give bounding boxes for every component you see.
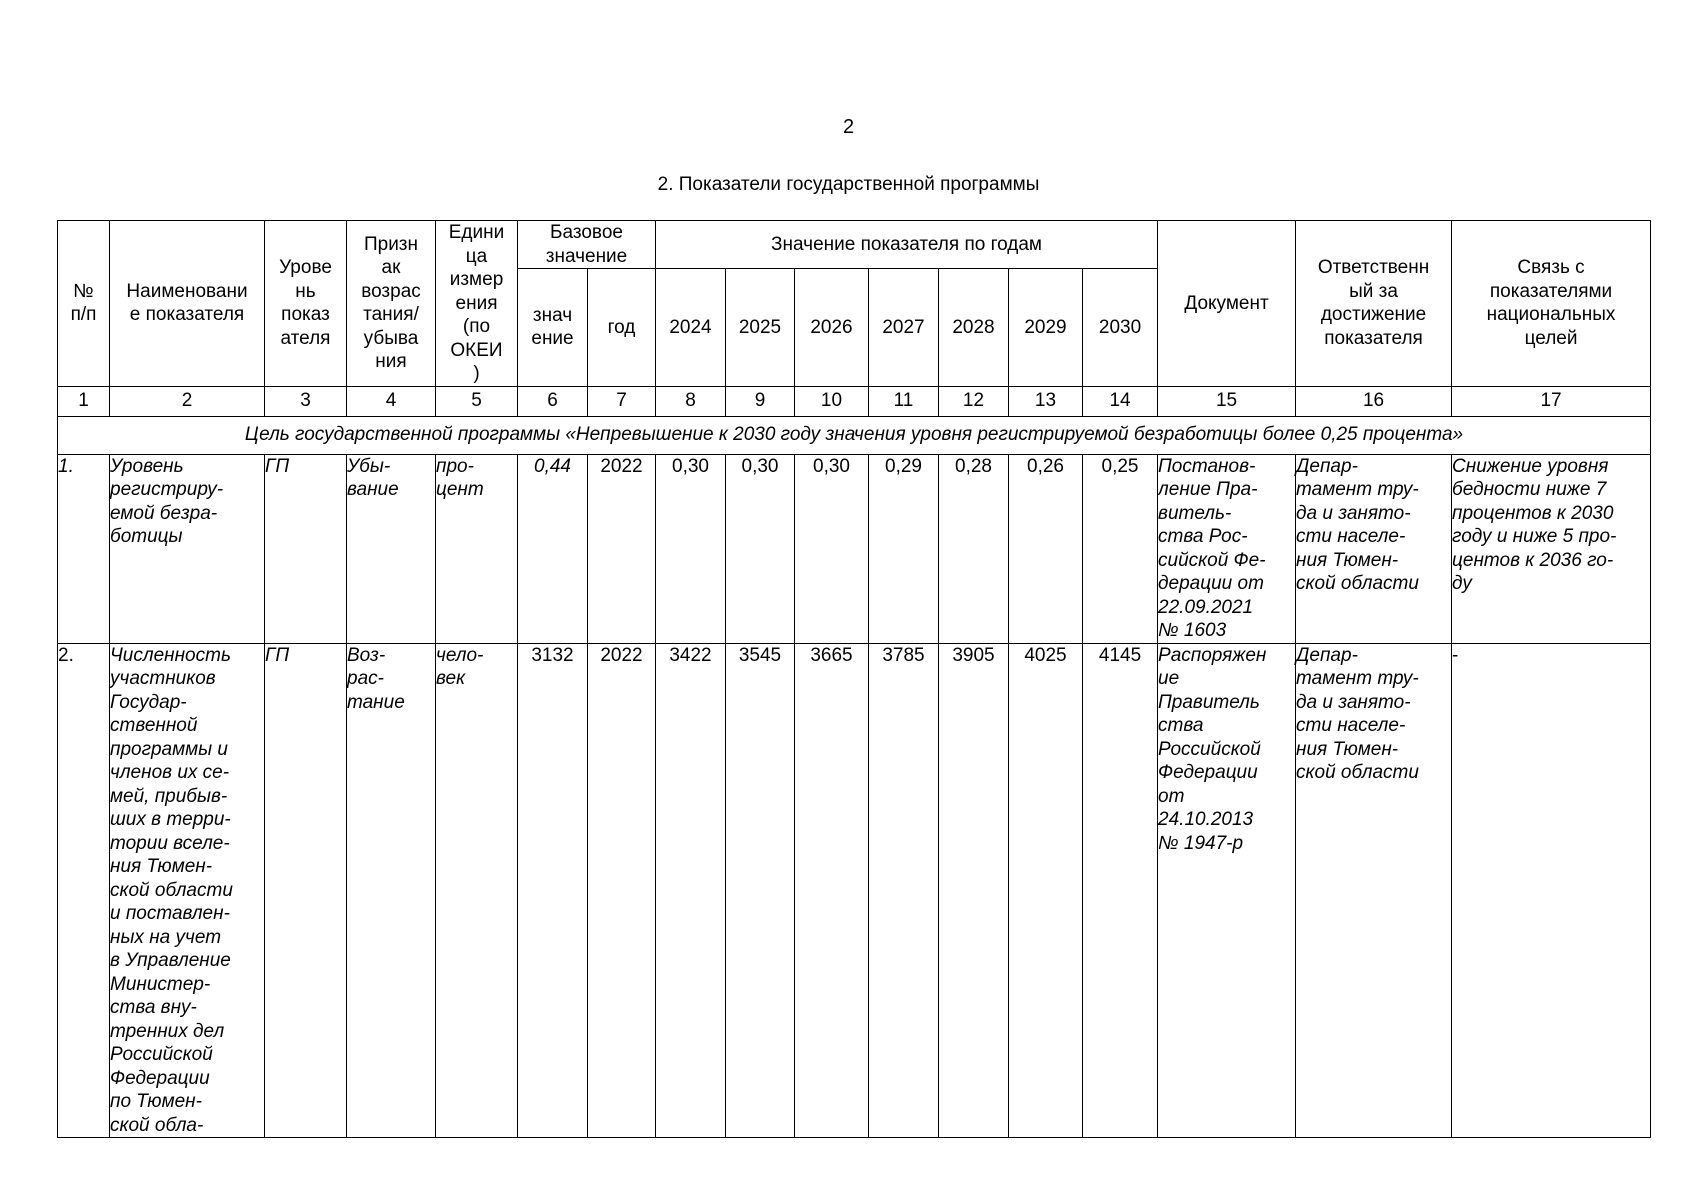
cell-line: ие (1158, 668, 1180, 689)
cell-line: Федерации (110, 1067, 210, 1089)
cell-line: ства Рос- (1158, 526, 1248, 547)
year-value: 3422 (656, 643, 726, 1138)
cell-line: Российской (110, 1044, 213, 1065)
column-number: 10 (795, 386, 869, 416)
column-number: 17 (1452, 386, 1651, 416)
cell-line: тание (347, 691, 405, 713)
cell-line: ных на учет (110, 926, 222, 948)
cell-line: тамент тру- (1296, 668, 1419, 689)
cell-line: по Тюмен- (110, 1091, 202, 1112)
cell-line: году и ниже 5 про- (1452, 526, 1617, 547)
column-number: 4 (347, 386, 436, 416)
cell-line: Ответственн (1317, 257, 1430, 279)
header-year: 2030 (1083, 269, 1158, 386)
header-year: 2026 (795, 269, 869, 386)
cell-line: про- (436, 455, 474, 477)
header-responsible (1296, 221, 1452, 387)
year-value: 0,25 (1083, 454, 1158, 643)
cell-line: возрас (361, 280, 421, 302)
cell-line: ый за (1349, 280, 1398, 302)
cell-line: сти населе- (1296, 526, 1406, 547)
header-year: 2024 (656, 269, 726, 386)
header-trend (347, 221, 436, 387)
cell-line: знач (532, 304, 573, 326)
column-number: 6 (518, 386, 588, 416)
column-number: 3 (265, 386, 347, 416)
header-base-value (518, 269, 588, 386)
column-number: 7 (588, 386, 656, 416)
cell-line: ства (1158, 715, 1204, 736)
program-goal: Цель государственной программы «Непревышение к 2030 году значения уровня регистрируемой безработицы более 0,25 процента» (58, 416, 1651, 454)
cell-line: Численность (110, 644, 231, 666)
cell-line: тренних дел (110, 1020, 225, 1042)
cell-line: п/п (70, 304, 97, 326)
document (1158, 454, 1296, 643)
responsible (1296, 643, 1452, 1138)
cell-line: тории вселе- (110, 832, 230, 854)
cell-line: ) (473, 363, 480, 384)
year-value: 3665 (795, 643, 869, 1138)
cell-line: ак (381, 257, 401, 279)
cell-line: значение (545, 245, 628, 267)
cell-line: ния Тюмен- (1296, 738, 1399, 760)
cell-line: мей, прибыв- (110, 785, 228, 807)
goal-row (58, 416, 1651, 454)
column-number: 14 (1083, 386, 1158, 416)
cell-line: от (1158, 785, 1185, 807)
cell-line: ду (1452, 573, 1472, 594)
cell-line: вание (347, 479, 399, 500)
header-unit (436, 221, 518, 387)
cell-line: № (73, 280, 94, 302)
indicator-unit (436, 454, 518, 643)
year-value: 3785 (869, 643, 939, 1138)
cell-line: ства вну- (110, 997, 197, 1018)
indicators-table (57, 220, 1651, 1138)
cell-line: № 1603 (1158, 620, 1227, 641)
cell-line: витель- (1158, 502, 1232, 524)
cell-line: № 1947-р (1158, 832, 1244, 854)
header-num (58, 221, 110, 387)
national-goal-link (1452, 454, 1651, 643)
cell-line: ния Тюмен- (1296, 549, 1399, 571)
header-base-year: год (588, 269, 656, 386)
header-name (110, 221, 265, 387)
cell-line: ния (375, 351, 407, 373)
column-number: 11 (869, 386, 939, 416)
cell-line: Воз- (347, 644, 386, 666)
cell-line: ственной (110, 715, 198, 736)
cell-line: Депар- (1296, 455, 1358, 477)
indicator-name (110, 643, 265, 1138)
cell-line: 22.09.2021 (1158, 596, 1254, 618)
cell-line: регистриру- (110, 479, 224, 500)
indicator-trend (347, 454, 436, 643)
header-years-group: Значение показателя по годам (656, 221, 1158, 269)
row-num: 2. (58, 643, 110, 1138)
base-year: 2022 (588, 643, 656, 1138)
indicator-level: ГП (265, 643, 347, 1138)
cell-line: бедности ниже 7 (1452, 479, 1607, 500)
cell-line: Депар- (1296, 644, 1358, 666)
row-num: 1. (58, 454, 110, 643)
cell-line: измер (449, 269, 504, 290)
cell-line: Призн (363, 233, 419, 255)
base-value: 0,44 (518, 454, 588, 643)
header-link (1452, 221, 1651, 387)
column-number: 5 (436, 386, 518, 416)
year-value: 4025 (1009, 643, 1083, 1138)
indicator-name (110, 454, 265, 643)
cell-line: Правитель (1158, 691, 1260, 713)
header-year: 2027 (869, 269, 939, 386)
year-value: 4145 (1083, 643, 1158, 1138)
cell-line: центов к 2036 го- (1452, 549, 1614, 571)
cell-line: ения (455, 292, 498, 314)
cell-line: - (1452, 644, 1459, 666)
cell-line: достижение (1320, 304, 1427, 326)
cell-line: 24.10.2013 (1158, 809, 1254, 830)
year-value: 0,30 (795, 454, 869, 643)
cell-line: Едини (448, 222, 505, 243)
cell-line: (по (462, 316, 491, 337)
cell-line: да и занято- (1296, 691, 1411, 713)
cell-line: Убы- (347, 455, 391, 477)
cell-line: цент (436, 479, 484, 500)
cell-line: ской области (1296, 573, 1419, 594)
cell-line: чело- (436, 644, 484, 666)
cell-line: ской области (110, 879, 233, 901)
year-value: 0,26 (1009, 454, 1083, 643)
cell-line: ния Тюмен- (110, 856, 213, 877)
year-value: 0,28 (939, 454, 1009, 643)
cell-line: рас- (347, 668, 384, 689)
cell-line: Государ- (110, 691, 187, 713)
cell-line: Урове (279, 257, 332, 279)
cell-line: ца (465, 245, 488, 267)
cell-line: целей (1524, 327, 1578, 349)
national-goal-link (1452, 643, 1651, 1138)
cell-line: век (436, 668, 466, 689)
year-value: 0,29 (869, 454, 939, 643)
header-year: 2025 (726, 269, 795, 386)
column-number: 1 (58, 386, 110, 416)
indicator-unit (436, 643, 518, 1138)
column-number: 12 (939, 386, 1009, 416)
header-base (518, 221, 656, 269)
cell-line: показателями (1489, 280, 1613, 302)
page-number: 2 (842, 116, 855, 138)
base-year: 2022 (588, 454, 656, 643)
header-year: 2029 (1009, 269, 1083, 386)
cell-line: Связь с (1517, 257, 1585, 279)
cell-line: ление Пра- (1158, 479, 1258, 500)
section-title: 2. Показатели государственной программы (657, 174, 1040, 195)
year-value: 0,30 (656, 454, 726, 643)
table-row (58, 643, 1651, 1138)
column-number: 8 (656, 386, 726, 416)
column-number: 15 (1158, 386, 1296, 416)
base-value: 3132 (518, 643, 588, 1138)
cell-line: Российской (1158, 738, 1261, 760)
header-document: Документ (1158, 221, 1296, 387)
cell-line: ской области (1296, 762, 1419, 783)
cell-line: Снижение уровня (1452, 455, 1609, 477)
indicator-trend (347, 643, 436, 1138)
cell-line: процентов к 2030 (1452, 502, 1614, 524)
cell-line: программы и (110, 738, 228, 760)
year-value: 3545 (726, 643, 795, 1138)
cell-line: да и занято- (1296, 502, 1411, 524)
cell-line: Базовое (550, 222, 623, 244)
column-number: 13 (1009, 386, 1083, 416)
cell-line: тамент тру- (1296, 479, 1419, 500)
header-level (265, 221, 347, 387)
cell-line: Уровень (110, 455, 184, 477)
cell-line: дерации от (1158, 573, 1264, 594)
cell-line: убыва (363, 327, 419, 349)
cell-line: ателя (280, 327, 331, 349)
cell-line: Постанов- (1158, 455, 1256, 477)
cell-line: е показателя (129, 304, 245, 326)
cell-line: сийской Фе- (1158, 549, 1266, 571)
cell-line: национальных (1486, 304, 1616, 326)
cell-line: ОКЕИ (450, 339, 503, 361)
column-number: 16 (1296, 386, 1452, 416)
column-numbers-row (58, 386, 1651, 416)
cell-line: ших в терри- (110, 809, 231, 830)
cell-line: показателя (1324, 327, 1423, 349)
cell-line: показ (281, 304, 330, 326)
table-row (58, 454, 1651, 643)
indicator-level: ГП (265, 454, 347, 643)
cell-line: Министер- (110, 973, 211, 995)
cell-line: емой безра- (110, 502, 218, 524)
cell-line: членов их се- (110, 762, 230, 783)
header-year: 2028 (939, 269, 1009, 386)
cell-line: нь (295, 280, 316, 302)
cell-line: и поставлен- (110, 903, 230, 924)
year-value: 0,30 (726, 454, 795, 643)
cell-line: тания/ (363, 304, 419, 326)
cell-line: Распоряжен (1158, 644, 1267, 666)
cell-line: ение (531, 328, 574, 350)
cell-line: участников (110, 668, 216, 689)
cell-line: в Управление (110, 950, 231, 971)
document (1158, 643, 1296, 1138)
cell-line: ботицы (110, 526, 183, 547)
responsible (1296, 454, 1452, 643)
cell-line: ской обла- (110, 1114, 204, 1136)
cell-line: Федерации (1158, 762, 1258, 783)
column-number: 9 (726, 386, 795, 416)
column-number: 2 (110, 386, 265, 416)
cell-line: сти населе- (1296, 715, 1406, 736)
year-value: 3905 (939, 643, 1009, 1138)
cell-line: Наименовани (126, 280, 248, 302)
